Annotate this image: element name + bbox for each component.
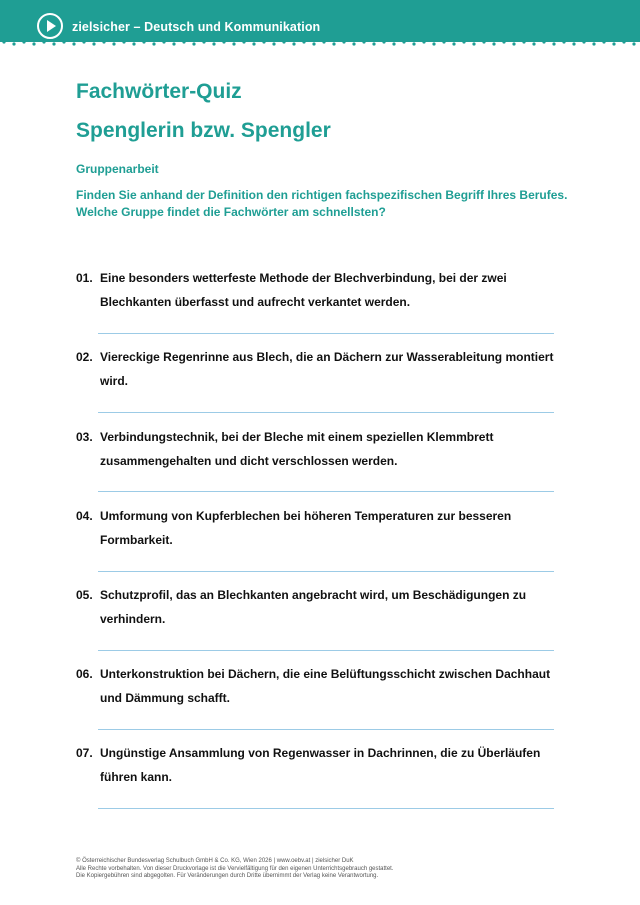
question-text: Umformung von Kupferblechen bei höheren Temperaturen zur besseren Formbarkeit. bbox=[100, 509, 512, 547]
question-number: 01. bbox=[76, 271, 93, 285]
question-text: Schutzprofil, das an Blechkanten angebracht wird, um Beschädigungen zu verhindern. bbox=[100, 588, 527, 626]
answer-line-2[interactable] bbox=[98, 412, 554, 413]
question-4 bbox=[76, 504, 556, 552]
question-text: Eine besonders wetterfeste Methode der Blechverbindung, bei der zwei Blechkanten überfasst und aufrecht verkantet werden. bbox=[100, 271, 507, 309]
answer-line-3[interactable] bbox=[98, 491, 554, 492]
answer-line-4[interactable] bbox=[98, 571, 554, 572]
question-text: Unterkonstruktion bei Dächern, die eine Belüftungsschicht zwischen Dachhaut und Dämmung schafft. bbox=[100, 667, 551, 705]
question-1 bbox=[76, 266, 556, 314]
question-5 bbox=[76, 583, 556, 631]
play-logo-icon bbox=[36, 12, 64, 40]
question-number: 04. bbox=[76, 509, 93, 523]
question-number: 07. bbox=[76, 746, 93, 760]
profession-title: Spenglerin bzw. Spengler bbox=[76, 119, 331, 142]
question-2 bbox=[76, 345, 556, 393]
header-banner bbox=[0, 0, 640, 42]
answer-line-7[interactable] bbox=[98, 808, 554, 809]
question-number: 06. bbox=[76, 667, 93, 681]
answer-line-5[interactable] bbox=[98, 650, 554, 651]
question-6 bbox=[76, 662, 556, 710]
copyright-footer bbox=[76, 858, 596, 881]
answer-line-6[interactable] bbox=[98, 729, 554, 730]
page-title: Fachwörter-Quiz bbox=[76, 80, 242, 103]
question-3 bbox=[76, 425, 556, 473]
question-7 bbox=[76, 741, 556, 789]
footer-line: © Österreichischer Bundesverlag Schulbuch GmbH & Co. KG, Wien 2026 | www.oebv.at | zielsicher DuK bbox=[76, 858, 354, 864]
question-number: 02. bbox=[76, 350, 93, 364]
brand-name: zielsicher – Deutsch und Kommunikation bbox=[72, 20, 321, 34]
question-number: 05. bbox=[76, 588, 93, 602]
answer-line-1[interactable] bbox=[98, 333, 554, 334]
section-label: Gruppenarbeit bbox=[76, 162, 159, 176]
question-number: 03. bbox=[76, 430, 93, 444]
question-text: Ungünstige Ansammlung von Regenwasser in Dachrinnen, die zu Überläufen führen kann. bbox=[100, 746, 541, 784]
question-text: Verbindungstechnik, bei der Bleche mit einem speziellen Klemmbrett zusammengehalten und dicht verschlossen werden. bbox=[100, 430, 494, 468]
footer-line: Alle Rechte vorbehalten. Von dieser Druckvorlage ist die Vervielfältigung für den eigenen Unterrichtsgebrauch gestattet. bbox=[76, 865, 394, 872]
question-text: Viereckige Regenrinne aus Blech, die an Dächern zur Wasserableitung montiert wird. bbox=[100, 350, 554, 388]
dotted-border bbox=[0, 40, 640, 50]
footer-line: Die Kopiergebühren sind abgegolten. Für Veränderungen durch Dritte übernimmt der Verlag keine Verantwortung. bbox=[76, 873, 379, 879]
instructions: Finden Sie anhand der Definition den richtigen fachspezifischen Begriff Ihres Berufes. Welche Gruppe findet die Fachwörter am schnellsten? bbox=[76, 188, 568, 219]
